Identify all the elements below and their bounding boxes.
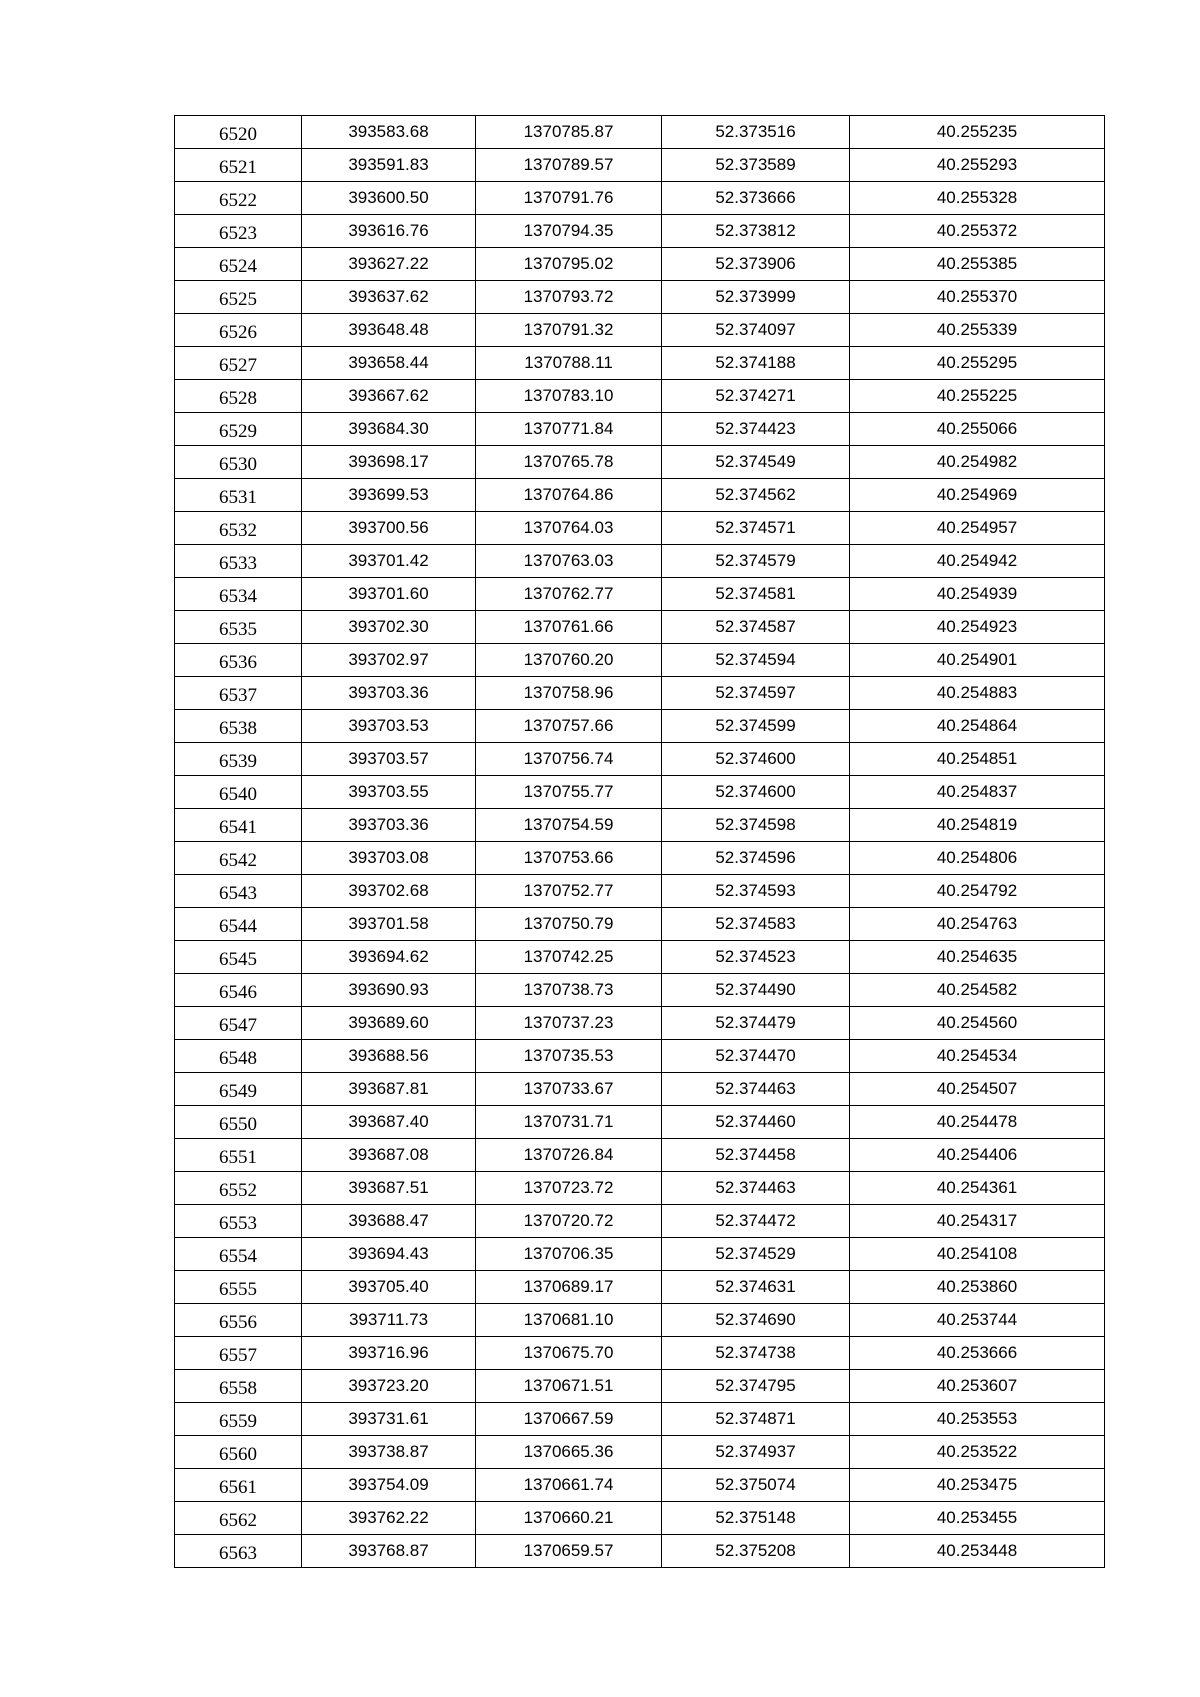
x-coordinate-cell: 393688.56 [302,1040,476,1073]
table-row [175,1502,1105,1535]
point-number-cell: 6554 [175,1238,302,1271]
table-row [175,512,1105,545]
point-number-cell: 6545 [175,941,302,974]
longitude-cell: 40.255235 [850,116,1105,149]
latitude-cell: 52.374479 [662,1007,850,1040]
point-number-cell: 6524 [175,248,302,281]
x-coordinate-cell: 393687.40 [302,1106,476,1139]
x-coordinate-cell: 393583.68 [302,116,476,149]
table-row [175,1403,1105,1436]
latitude-cell: 52.374587 [662,611,850,644]
longitude-cell: 40.254901 [850,644,1105,677]
x-coordinate-cell: 393700.56 [302,512,476,545]
latitude-cell: 52.374097 [662,314,850,347]
point-number-cell: 6531 [175,479,302,512]
table-row [175,677,1105,710]
x-coordinate-cell: 393754.09 [302,1469,476,1502]
latitude-cell: 52.374460 [662,1106,850,1139]
x-coordinate-cell: 393703.53 [302,710,476,743]
point-number-cell: 6555 [175,1271,302,1304]
longitude-cell: 40.254819 [850,809,1105,842]
y-coordinate-cell: 1370788.11 [476,347,662,380]
y-coordinate-cell: 1370760.20 [476,644,662,677]
latitude-cell: 52.373589 [662,149,850,182]
x-coordinate-cell: 393768.87 [302,1535,476,1568]
table-row [175,446,1105,479]
latitude-cell: 52.374583 [662,908,850,941]
point-number-cell: 6544 [175,908,302,941]
table-row [175,941,1105,974]
table-row [175,1469,1105,1502]
point-number-cell: 6560 [175,1436,302,1469]
latitude-cell: 52.375074 [662,1469,850,1502]
longitude-cell: 40.253860 [850,1271,1105,1304]
latitude-cell: 52.374579 [662,545,850,578]
y-coordinate-cell: 1370789.57 [476,149,662,182]
y-coordinate-cell: 1370761.66 [476,611,662,644]
y-coordinate-cell: 1370660.21 [476,1502,662,1535]
latitude-cell: 52.374562 [662,479,850,512]
y-coordinate-cell: 1370755.77 [476,776,662,809]
point-number-cell: 6520 [175,116,302,149]
longitude-cell: 40.254317 [850,1205,1105,1238]
x-coordinate-cell: 393687.08 [302,1139,476,1172]
y-coordinate-cell: 1370752.77 [476,875,662,908]
latitude-cell: 52.374596 [662,842,850,875]
longitude-cell: 40.255372 [850,215,1105,248]
point-number-cell: 6540 [175,776,302,809]
y-coordinate-cell: 1370765.78 [476,446,662,479]
latitude-cell: 52.374470 [662,1040,850,1073]
point-number-cell: 6536 [175,644,302,677]
coordinates-table-body [175,116,1105,1568]
point-number-cell: 6559 [175,1403,302,1436]
table-row [175,974,1105,1007]
x-coordinate-cell: 393684.30 [302,413,476,446]
latitude-cell: 52.374549 [662,446,850,479]
latitude-cell: 52.374690 [662,1304,850,1337]
x-coordinate-cell: 393698.17 [302,446,476,479]
table-row [175,1238,1105,1271]
latitude-cell: 52.373812 [662,215,850,248]
x-coordinate-cell: 393711.73 [302,1304,476,1337]
y-coordinate-cell: 1370735.53 [476,1040,662,1073]
x-coordinate-cell: 393690.93 [302,974,476,1007]
table-row [175,380,1105,413]
x-coordinate-cell: 393703.55 [302,776,476,809]
table-row [175,116,1105,149]
longitude-cell: 40.254864 [850,710,1105,743]
latitude-cell: 52.373906 [662,248,850,281]
point-number-cell: 6553 [175,1205,302,1238]
y-coordinate-cell: 1370731.71 [476,1106,662,1139]
latitude-cell: 52.374631 [662,1271,850,1304]
latitude-cell: 52.374472 [662,1205,850,1238]
x-coordinate-cell: 393703.36 [302,677,476,710]
table-row [175,1436,1105,1469]
y-coordinate-cell: 1370675.70 [476,1337,662,1370]
y-coordinate-cell: 1370756.74 [476,743,662,776]
longitude-cell: 40.254763 [850,908,1105,941]
y-coordinate-cell: 1370771.84 [476,413,662,446]
table-row [175,413,1105,446]
x-coordinate-cell: 393738.87 [302,1436,476,1469]
y-coordinate-cell: 1370723.72 [476,1172,662,1205]
table-row [175,149,1105,182]
point-number-cell: 6523 [175,215,302,248]
table-row [175,1535,1105,1568]
table-row [175,1139,1105,1172]
longitude-cell: 40.254806 [850,842,1105,875]
point-number-cell: 6546 [175,974,302,1007]
y-coordinate-cell: 1370791.76 [476,182,662,215]
longitude-cell: 40.254851 [850,743,1105,776]
table-row [175,1073,1105,1106]
point-number-cell: 6538 [175,710,302,743]
longitude-cell: 40.254635 [850,941,1105,974]
table-row [175,611,1105,644]
table-row [175,1304,1105,1337]
x-coordinate-cell: 393762.22 [302,1502,476,1535]
table-row [175,809,1105,842]
point-number-cell: 6556 [175,1304,302,1337]
point-number-cell: 6526 [175,314,302,347]
point-number-cell: 6528 [175,380,302,413]
longitude-cell: 40.254792 [850,875,1105,908]
y-coordinate-cell: 1370764.03 [476,512,662,545]
x-coordinate-cell: 393702.30 [302,611,476,644]
longitude-cell: 40.254982 [850,446,1105,479]
x-coordinate-cell: 393600.50 [302,182,476,215]
point-number-cell: 6534 [175,578,302,611]
y-coordinate-cell: 1370706.35 [476,1238,662,1271]
longitude-cell: 40.254969 [850,479,1105,512]
y-coordinate-cell: 1370757.66 [476,710,662,743]
latitude-cell: 52.374188 [662,347,850,380]
table-row [175,842,1105,875]
y-coordinate-cell: 1370783.10 [476,380,662,413]
longitude-cell: 40.254560 [850,1007,1105,1040]
x-coordinate-cell: 393637.62 [302,281,476,314]
longitude-cell: 40.254108 [850,1238,1105,1271]
latitude-cell: 52.374593 [662,875,850,908]
longitude-cell: 40.253553 [850,1403,1105,1436]
table-row [175,1172,1105,1205]
longitude-cell: 40.253744 [850,1304,1105,1337]
point-number-cell: 6533 [175,545,302,578]
y-coordinate-cell: 1370681.10 [476,1304,662,1337]
y-coordinate-cell: 1370795.02 [476,248,662,281]
longitude-cell: 40.254957 [850,512,1105,545]
table-row [175,1040,1105,1073]
table-row [175,314,1105,347]
point-number-cell: 6543 [175,875,302,908]
latitude-cell: 52.374600 [662,743,850,776]
point-number-cell: 6530 [175,446,302,479]
y-coordinate-cell: 1370733.67 [476,1073,662,1106]
longitude-cell: 40.255066 [850,413,1105,446]
table-row [175,710,1105,743]
latitude-cell: 52.374463 [662,1172,850,1205]
latitude-cell: 52.373666 [662,182,850,215]
y-coordinate-cell: 1370785.87 [476,116,662,149]
table-row [175,1205,1105,1238]
table-row [175,1337,1105,1370]
y-coordinate-cell: 1370793.72 [476,281,662,314]
x-coordinate-cell: 393716.96 [302,1337,476,1370]
table-row [175,1007,1105,1040]
latitude-cell: 52.374598 [662,809,850,842]
longitude-cell: 40.254361 [850,1172,1105,1205]
latitude-cell: 52.375148 [662,1502,850,1535]
latitude-cell: 52.374458 [662,1139,850,1172]
y-coordinate-cell: 1370753.66 [476,842,662,875]
table-row [175,347,1105,380]
table-row [175,248,1105,281]
y-coordinate-cell: 1370754.59 [476,809,662,842]
y-coordinate-cell: 1370758.96 [476,677,662,710]
latitude-cell: 52.374597 [662,677,850,710]
y-coordinate-cell: 1370764.86 [476,479,662,512]
point-number-cell: 6552 [175,1172,302,1205]
x-coordinate-cell: 393648.48 [302,314,476,347]
longitude-cell: 40.255370 [850,281,1105,314]
longitude-cell: 40.253475 [850,1469,1105,1502]
point-number-cell: 6522 [175,182,302,215]
y-coordinate-cell: 1370720.72 [476,1205,662,1238]
longitude-cell: 40.255339 [850,314,1105,347]
y-coordinate-cell: 1370726.84 [476,1139,662,1172]
table-row [175,215,1105,248]
latitude-cell: 52.374529 [662,1238,850,1271]
longitude-cell: 40.253448 [850,1535,1105,1568]
point-number-cell: 6532 [175,512,302,545]
x-coordinate-cell: 393688.47 [302,1205,476,1238]
point-number-cell: 6549 [175,1073,302,1106]
latitude-cell: 52.374490 [662,974,850,1007]
y-coordinate-cell: 1370738.73 [476,974,662,1007]
latitude-cell: 52.373999 [662,281,850,314]
latitude-cell: 52.374523 [662,941,850,974]
table-row [175,743,1105,776]
table-row [175,1106,1105,1139]
longitude-cell: 40.253455 [850,1502,1105,1535]
latitude-cell: 52.374795 [662,1370,850,1403]
latitude-cell: 52.374937 [662,1436,850,1469]
x-coordinate-cell: 393591.83 [302,149,476,182]
latitude-cell: 52.374423 [662,413,850,446]
latitude-cell: 52.374594 [662,644,850,677]
table-row [175,776,1105,809]
longitude-cell: 40.255385 [850,248,1105,281]
x-coordinate-cell: 393687.81 [302,1073,476,1106]
longitude-cell: 40.254923 [850,611,1105,644]
table-row [175,1370,1105,1403]
latitude-cell: 52.375208 [662,1535,850,1568]
y-coordinate-cell: 1370742.25 [476,941,662,974]
point-number-cell: 6521 [175,149,302,182]
latitude-cell: 52.374463 [662,1073,850,1106]
x-coordinate-cell: 393701.60 [302,578,476,611]
point-number-cell: 6525 [175,281,302,314]
table-row [175,182,1105,215]
longitude-cell: 40.254939 [850,578,1105,611]
latitude-cell: 52.373516 [662,116,850,149]
y-coordinate-cell: 1370659.57 [476,1535,662,1568]
x-coordinate-cell: 393667.62 [302,380,476,413]
latitude-cell: 52.374599 [662,710,850,743]
longitude-cell: 40.254406 [850,1139,1105,1172]
table-row [175,1271,1105,1304]
x-coordinate-cell: 393694.43 [302,1238,476,1271]
longitude-cell: 40.254478 [850,1106,1105,1139]
table-row [175,479,1105,512]
longitude-cell: 40.254837 [850,776,1105,809]
latitude-cell: 52.374600 [662,776,850,809]
latitude-cell: 52.374738 [662,1337,850,1370]
longitude-cell: 40.254883 [850,677,1105,710]
table-row [175,875,1105,908]
x-coordinate-cell: 393701.58 [302,908,476,941]
table-row [175,644,1105,677]
point-number-cell: 6557 [175,1337,302,1370]
x-coordinate-cell: 393699.53 [302,479,476,512]
longitude-cell: 40.255225 [850,380,1105,413]
longitude-cell: 40.254507 [850,1073,1105,1106]
point-number-cell: 6563 [175,1535,302,1568]
x-coordinate-cell: 393689.60 [302,1007,476,1040]
x-coordinate-cell: 393703.08 [302,842,476,875]
x-coordinate-cell: 393687.51 [302,1172,476,1205]
x-coordinate-cell: 393723.20 [302,1370,476,1403]
y-coordinate-cell: 1370763.03 [476,545,662,578]
point-number-cell: 6561 [175,1469,302,1502]
point-number-cell: 6562 [175,1502,302,1535]
y-coordinate-cell: 1370791.32 [476,314,662,347]
longitude-cell: 40.254582 [850,974,1105,1007]
x-coordinate-cell: 393731.61 [302,1403,476,1436]
x-coordinate-cell: 393701.42 [302,545,476,578]
longitude-cell: 40.254534 [850,1040,1105,1073]
x-coordinate-cell: 393694.62 [302,941,476,974]
y-coordinate-cell: 1370667.59 [476,1403,662,1436]
y-coordinate-cell: 1370794.35 [476,215,662,248]
x-coordinate-cell: 393703.36 [302,809,476,842]
table-row [175,545,1105,578]
longitude-cell: 40.255295 [850,347,1105,380]
point-number-cell: 6529 [175,413,302,446]
point-number-cell: 6535 [175,611,302,644]
point-number-cell: 6541 [175,809,302,842]
x-coordinate-cell: 393702.68 [302,875,476,908]
y-coordinate-cell: 1370750.79 [476,908,662,941]
longitude-cell: 40.253522 [850,1436,1105,1469]
x-coordinate-cell: 393616.76 [302,215,476,248]
y-coordinate-cell: 1370665.36 [476,1436,662,1469]
point-number-cell: 6537 [175,677,302,710]
latitude-cell: 52.374271 [662,380,850,413]
point-number-cell: 6558 [175,1370,302,1403]
longitude-cell: 40.253607 [850,1370,1105,1403]
table-row [175,281,1105,314]
x-coordinate-cell: 393705.40 [302,1271,476,1304]
x-coordinate-cell: 393658.44 [302,347,476,380]
point-number-cell: 6547 [175,1007,302,1040]
latitude-cell: 52.374571 [662,512,850,545]
point-number-cell: 6550 [175,1106,302,1139]
x-coordinate-cell: 393702.97 [302,644,476,677]
y-coordinate-cell: 1370671.51 [476,1370,662,1403]
y-coordinate-cell: 1370661.74 [476,1469,662,1502]
latitude-cell: 52.374871 [662,1403,850,1436]
x-coordinate-cell: 393627.22 [302,248,476,281]
x-coordinate-cell: 393703.57 [302,743,476,776]
point-number-cell: 6527 [175,347,302,380]
y-coordinate-cell: 1370689.17 [476,1271,662,1304]
table-row [175,578,1105,611]
y-coordinate-cell: 1370762.77 [476,578,662,611]
point-number-cell: 6542 [175,842,302,875]
point-number-cell: 6551 [175,1139,302,1172]
longitude-cell: 40.254942 [850,545,1105,578]
longitude-cell: 40.255293 [850,149,1105,182]
point-number-cell: 6548 [175,1040,302,1073]
y-coordinate-cell: 1370737.23 [476,1007,662,1040]
latitude-cell: 52.374581 [662,578,850,611]
coordinates-table [174,115,1105,1568]
point-number-cell: 6539 [175,743,302,776]
longitude-cell: 40.253666 [850,1337,1105,1370]
longitude-cell: 40.255328 [850,182,1105,215]
table-row [175,908,1105,941]
